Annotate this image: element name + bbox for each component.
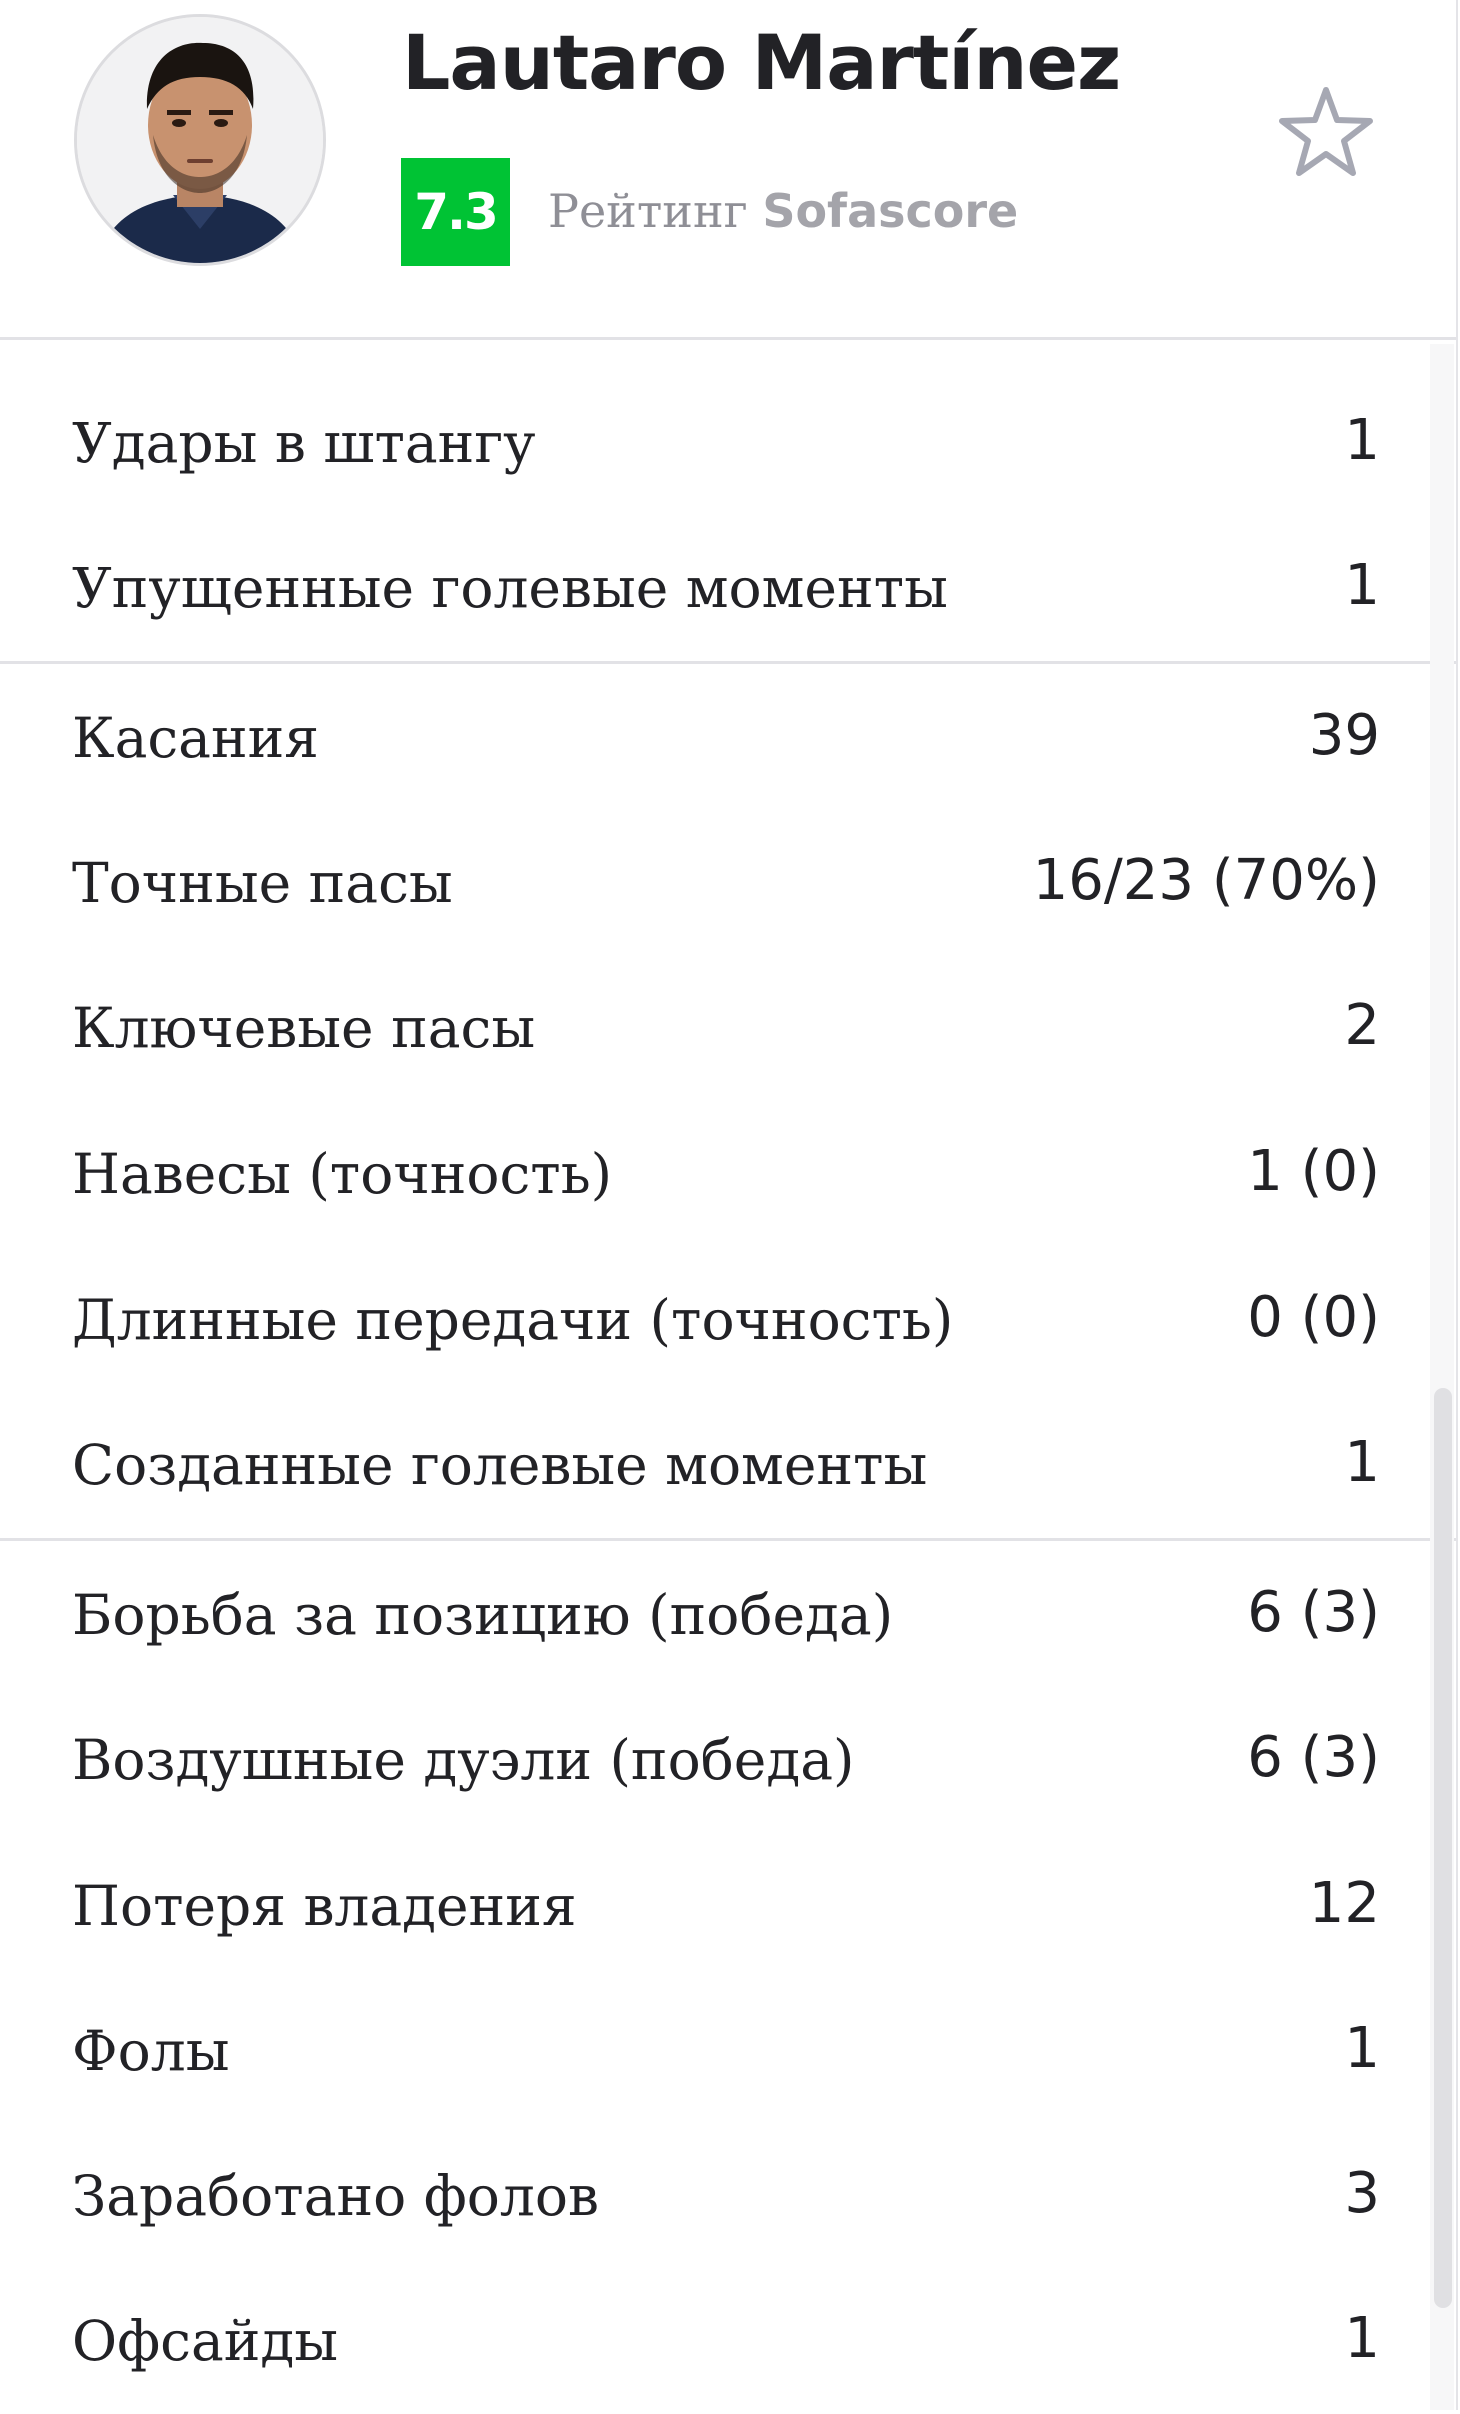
player-photo-icon: [77, 17, 323, 263]
stat-row: [0, 1247, 1456, 1393]
stat-label: Точные пасы: [72, 851, 453, 915]
stat-row: [0, 810, 1456, 956]
stat-label: Офсайды: [72, 2309, 339, 2373]
stat-value: 1 (0): [1247, 1139, 1380, 1204]
stat-value: 1: [1344, 553, 1380, 618]
rating-caption-prefix: Рейтинг: [548, 184, 748, 238]
stat-value: 12: [1308, 1871, 1380, 1936]
stat-row: [0, 515, 1456, 661]
stat-label: Ключевые пасы: [72, 996, 536, 1060]
stats-group-duels: [0, 1542, 1456, 2410]
stat-label: Навесы (точность): [72, 1142, 613, 1206]
stat-label: Фолы: [72, 2019, 230, 2083]
stat-value: 1: [1344, 2016, 1380, 2081]
stat-value: 1: [1344, 408, 1380, 473]
stat-row: [0, 665, 1456, 811]
stats-group-passing: [0, 665, 1456, 1541]
rating-badge: 7.3: [401, 158, 510, 266]
stat-row: [0, 1392, 1456, 1538]
stat-value: 2: [1344, 993, 1380, 1058]
stat-value: 6 (3): [1247, 1580, 1380, 1645]
player-name: Lautaro Martínez: [402, 18, 1121, 107]
stat-label: Касания: [72, 706, 319, 770]
stat-value: 0 (0): [1247, 1285, 1380, 1350]
stat-row: [0, 1833, 1456, 1979]
stat-value: 1: [1344, 2306, 1380, 2371]
stat-label: Борьба за позицию (победа): [72, 1583, 894, 1647]
stat-value: 1: [1344, 1430, 1380, 1495]
player-avatar: [74, 14, 326, 266]
star-outline-icon[interactable]: [1278, 84, 1374, 180]
stat-value: 16/23 (70%): [1032, 848, 1380, 913]
stat-row: [0, 1978, 1456, 2124]
stat-label: Воздушные дуэли (победа): [72, 1728, 855, 1792]
stat-label: Созданные голевые моменты: [72, 1433, 928, 1497]
stat-value: 6 (3): [1247, 1725, 1380, 1790]
stat-row: [0, 370, 1456, 516]
rating-caption-brand: Sofascore: [762, 184, 1019, 238]
stat-row: [0, 2268, 1456, 2414]
scrollbar-thumb[interactable]: [1434, 1388, 1452, 2308]
rating-caption: [548, 181, 1018, 241]
player-header: [0, 0, 1456, 340]
stat-label: Длинные передачи (точность): [72, 1288, 954, 1352]
stat-row: [0, 1101, 1456, 1247]
stat-row: [0, 2123, 1456, 2269]
stats-group-shooting: [0, 370, 1456, 664]
stat-value: 39: [1308, 703, 1380, 768]
stat-row: [0, 955, 1456, 1101]
stat-label: Удары в штангу: [72, 411, 536, 475]
stat-label: Потеря владения: [72, 1874, 577, 1938]
stat-value: 3: [1344, 2161, 1380, 2226]
stat-label: Заработано фолов: [72, 2164, 599, 2228]
stat-row: [0, 1687, 1456, 1833]
stat-row: [0, 1542, 1456, 1688]
stat-label: Упущенные голевые моменты: [72, 556, 948, 620]
